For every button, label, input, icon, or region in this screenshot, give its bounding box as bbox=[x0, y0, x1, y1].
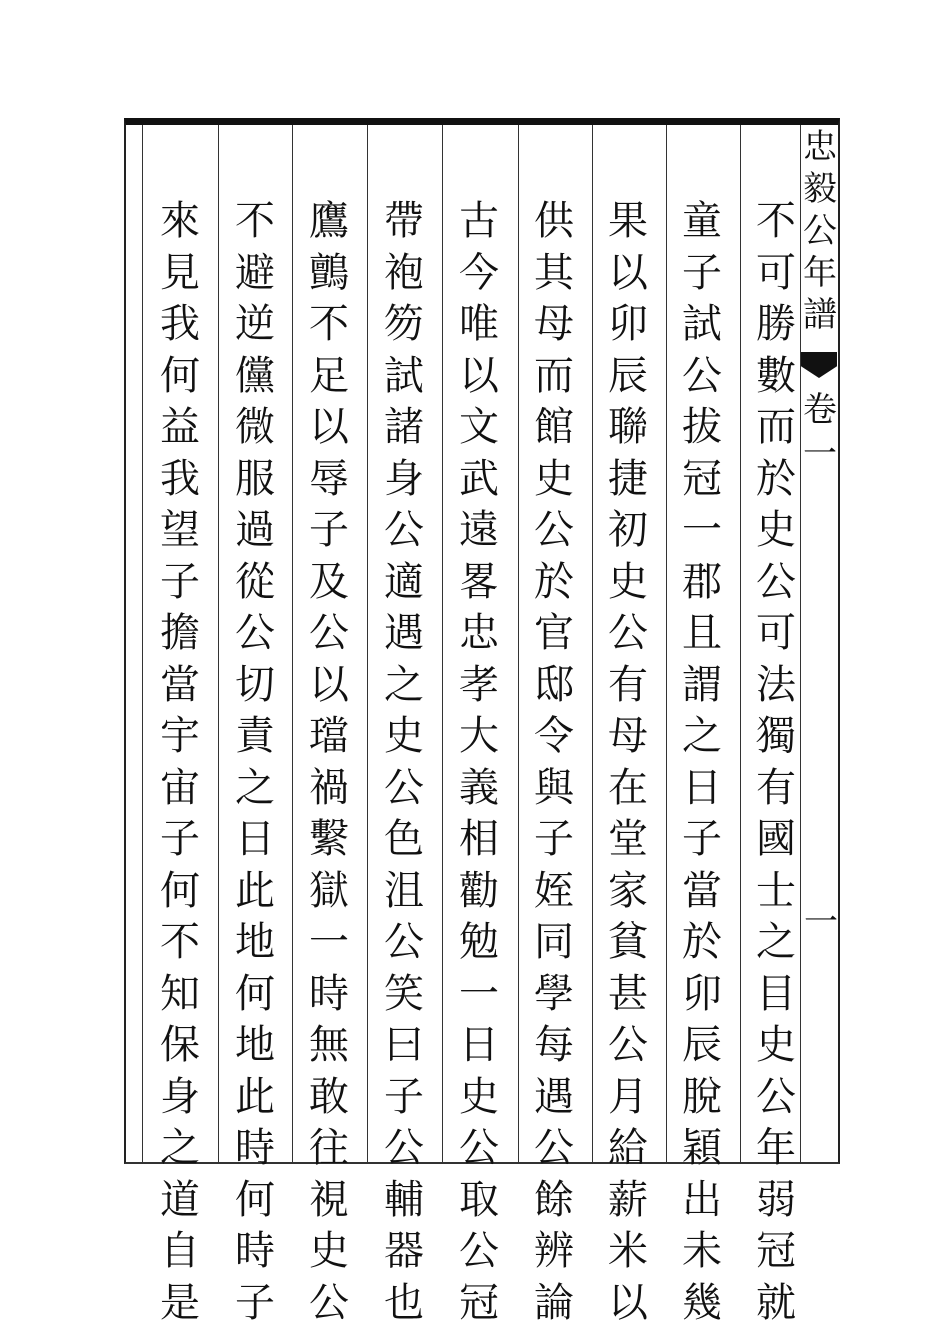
glyph: 冠 bbox=[756, 1228, 796, 1274]
glyph: 保 bbox=[160, 1022, 200, 1068]
glyph: 過 bbox=[235, 507, 275, 553]
glyph: 器 bbox=[384, 1228, 424, 1274]
glyph: 士 bbox=[756, 867, 796, 914]
glyph: 可 bbox=[756, 249, 796, 296]
glyph: 公 bbox=[608, 610, 648, 656]
glyph: 堂 bbox=[608, 816, 648, 862]
glyph: 餘 bbox=[534, 1176, 574, 1223]
glyph: 也 bbox=[384, 1279, 424, 1326]
glyph: 子 bbox=[235, 1279, 275, 1326]
column-rule bbox=[367, 125, 368, 1162]
glyph: 見 bbox=[160, 249, 200, 296]
glyph: 學 bbox=[534, 970, 574, 1017]
glyph: 及 bbox=[309, 558, 349, 605]
glyph: 辰 bbox=[608, 352, 648, 399]
glyph: 敢 bbox=[309, 1073, 349, 1120]
glyph: 袍 bbox=[384, 249, 424, 296]
glyph: 孝 bbox=[459, 661, 499, 708]
glyph: 公 bbox=[309, 610, 349, 656]
column-rule bbox=[218, 125, 219, 1162]
glyph: 之 bbox=[756, 919, 796, 965]
glyph: 道 bbox=[160, 1176, 200, 1223]
glyph: 子 bbox=[160, 816, 200, 862]
glyph: 武 bbox=[459, 455, 499, 502]
glyph: 古 bbox=[459, 198, 499, 244]
glyph: 公 bbox=[756, 558, 796, 605]
glyph: 避 bbox=[235, 249, 275, 296]
glyph: 足 bbox=[309, 352, 349, 399]
glyph: 諸 bbox=[384, 404, 424, 450]
glyph: 於 bbox=[534, 558, 574, 605]
glyph: 獨 bbox=[756, 713, 796, 759]
glyph: 遠 bbox=[459, 507, 499, 553]
glyph: 一 bbox=[682, 507, 722, 553]
glyph: 而 bbox=[756, 404, 796, 450]
glyph: 數 bbox=[756, 352, 796, 399]
glyph: 以 bbox=[459, 352, 499, 399]
glyph: 公 bbox=[534, 507, 574, 553]
glyph: 脫 bbox=[682, 1073, 722, 1120]
glyph: 笏 bbox=[384, 301, 424, 347]
glyph: 甚 bbox=[608, 970, 648, 1017]
glyph: 卯 bbox=[608, 301, 648, 347]
glyph: 勸 bbox=[459, 867, 499, 914]
column-rule bbox=[666, 125, 667, 1162]
glyph: 法 bbox=[756, 661, 796, 708]
glyph: 每 bbox=[534, 1022, 574, 1068]
glyph: 館 bbox=[534, 404, 574, 450]
margin-juan bbox=[800, 388, 840, 476]
glyph: 鸇 bbox=[309, 249, 349, 296]
glyph: 獄 bbox=[309, 867, 349, 914]
glyph: 聯 bbox=[608, 404, 648, 450]
glyph: 之 bbox=[384, 661, 424, 708]
glyph: 宇 bbox=[160, 713, 200, 759]
glyph: 初 bbox=[608, 507, 648, 553]
glyph: 此 bbox=[235, 867, 275, 914]
glyph: 史 bbox=[608, 558, 648, 605]
glyph: 論 bbox=[534, 1279, 574, 1326]
glyph: 子 bbox=[682, 249, 722, 296]
glyph: 出 bbox=[682, 1176, 722, 1223]
glyph: 輔 bbox=[384, 1176, 424, 1223]
glyph: 日 bbox=[682, 764, 722, 811]
glyph: 身 bbox=[384, 455, 424, 502]
glyph: 給 bbox=[608, 1125, 648, 1171]
glyph: 公 bbox=[384, 507, 424, 553]
glyph: 史 bbox=[534, 455, 574, 502]
glyph: 來 bbox=[160, 198, 200, 244]
glyph: 公 bbox=[384, 1125, 424, 1171]
glyph: 年 bbox=[803, 253, 837, 293]
glyph: 往 bbox=[309, 1125, 349, 1171]
glyph: 從 bbox=[235, 558, 275, 605]
glyph: 與 bbox=[534, 764, 574, 811]
glyph: 年 bbox=[756, 1125, 796, 1171]
glyph: 月 bbox=[608, 1073, 648, 1120]
text-column-6 bbox=[376, 196, 432, 1329]
glyph: 母 bbox=[608, 713, 648, 759]
glyph: 拔 bbox=[682, 404, 722, 450]
glyph: 官 bbox=[534, 610, 574, 656]
glyph: 米 bbox=[608, 1228, 648, 1274]
glyph: 日 bbox=[235, 816, 275, 862]
glyph: 薪 bbox=[608, 1176, 648, 1223]
glyph: 之 bbox=[682, 713, 722, 759]
glyph: 史 bbox=[309, 1228, 349, 1274]
text-column-7 bbox=[301, 196, 357, 1329]
glyph: 公 bbox=[384, 764, 424, 811]
glyph: 唯 bbox=[459, 301, 499, 347]
glyph: 公 bbox=[682, 352, 722, 399]
glyph: 邸 bbox=[534, 661, 574, 708]
text-column-2 bbox=[674, 196, 730, 1329]
glyph: 是 bbox=[160, 1279, 200, 1326]
glyph: 無 bbox=[309, 1022, 349, 1068]
glyph: 儻 bbox=[235, 352, 275, 399]
glyph: 微 bbox=[235, 404, 275, 450]
glyph: 何 bbox=[160, 867, 200, 914]
glyph: 幾 bbox=[682, 1279, 722, 1326]
glyph: 何 bbox=[160, 352, 200, 399]
glyph: 今 bbox=[459, 249, 499, 296]
glyph: 以 bbox=[309, 404, 349, 450]
glyph: 令 bbox=[534, 713, 574, 759]
glyph: 公 bbox=[756, 1073, 796, 1120]
glyph: 辨 bbox=[534, 1228, 574, 1274]
text-column-8 bbox=[227, 196, 283, 1329]
glyph: 文 bbox=[459, 404, 499, 450]
glyph: 穎 bbox=[682, 1125, 722, 1171]
glyph: 身 bbox=[160, 1073, 200, 1120]
glyph: 一 bbox=[309, 919, 349, 965]
glyph: 史 bbox=[756, 507, 796, 553]
glyph: 取 bbox=[459, 1176, 499, 1223]
glyph: 帶 bbox=[384, 198, 424, 244]
text-column-3 bbox=[600, 196, 656, 1329]
glyph: 遇 bbox=[384, 610, 424, 656]
glyph: 益 bbox=[160, 404, 200, 450]
glyph: 家 bbox=[608, 867, 648, 914]
glyph: 我 bbox=[160, 455, 200, 502]
glyph: 自 bbox=[160, 1228, 200, 1274]
glyph: 子 bbox=[534, 816, 574, 862]
glyph: 一 bbox=[803, 434, 837, 474]
glyph: 有 bbox=[756, 764, 796, 811]
glyph: 姪 bbox=[534, 867, 574, 914]
glyph: 冠 bbox=[682, 455, 722, 502]
glyph: 其 bbox=[534, 249, 574, 296]
glyph: 遇 bbox=[534, 1073, 574, 1120]
glyph: 義 bbox=[459, 764, 499, 811]
glyph: 地 bbox=[235, 919, 275, 965]
glyph: 試 bbox=[384, 352, 424, 399]
glyph: 宙 bbox=[160, 764, 200, 811]
glyph: 目 bbox=[756, 970, 796, 1017]
glyph: 史 bbox=[459, 1073, 499, 1120]
glyph: 公 bbox=[608, 1022, 648, 1068]
glyph: 璫 bbox=[309, 713, 349, 759]
glyph: 相 bbox=[459, 816, 499, 862]
glyph: 以 bbox=[309, 661, 349, 708]
glyph: 沮 bbox=[384, 867, 424, 914]
glyph: 貧 bbox=[608, 919, 648, 965]
glyph: 同 bbox=[534, 919, 574, 965]
glyph: 適 bbox=[384, 558, 424, 605]
column-rule bbox=[292, 125, 293, 1162]
glyph: 供 bbox=[534, 198, 574, 244]
glyph: 不 bbox=[309, 301, 349, 347]
glyph: 公 bbox=[534, 1125, 574, 1171]
glyph: 謂 bbox=[682, 661, 722, 708]
glyph: 不 bbox=[235, 198, 275, 244]
glyph: 時 bbox=[235, 1228, 275, 1274]
column-rule bbox=[518, 125, 519, 1162]
glyph: 試 bbox=[682, 301, 722, 347]
glyph: 史 bbox=[756, 1022, 796, 1068]
glyph: 忠 bbox=[459, 610, 499, 656]
glyph: 國 bbox=[756, 816, 796, 862]
glyph: 大 bbox=[459, 713, 499, 759]
glyph: 時 bbox=[309, 970, 349, 1017]
glyph: 史 bbox=[384, 713, 424, 759]
glyph: 當 bbox=[682, 867, 722, 914]
glyph: 公 bbox=[459, 1228, 499, 1274]
glyph: 色 bbox=[384, 816, 424, 862]
glyph: 而 bbox=[534, 352, 574, 399]
glyph: 郡 bbox=[682, 558, 722, 605]
glyph: 於 bbox=[682, 919, 722, 965]
column-rule bbox=[740, 125, 741, 1162]
glyph: 逆 bbox=[235, 301, 275, 347]
glyph: 不 bbox=[756, 198, 796, 244]
glyph: 勉 bbox=[459, 919, 499, 965]
glyph: 公 bbox=[459, 1125, 499, 1171]
glyph: 視 bbox=[309, 1176, 349, 1223]
glyph: 在 bbox=[608, 764, 648, 811]
glyph: 之 bbox=[160, 1125, 200, 1171]
glyph: 子 bbox=[384, 1073, 424, 1120]
glyph: 切 bbox=[235, 661, 275, 708]
glyph: 此 bbox=[235, 1073, 275, 1120]
glyph: 子 bbox=[309, 507, 349, 553]
glyph: 服 bbox=[235, 455, 275, 502]
text-column-4 bbox=[526, 196, 582, 1329]
glyph: 公 bbox=[235, 610, 275, 656]
glyph: 勝 bbox=[756, 301, 796, 347]
glyph: 公 bbox=[803, 211, 837, 251]
glyph: 擔 bbox=[160, 610, 200, 656]
glyph: 忠 bbox=[803, 127, 837, 167]
glyph: 譜 bbox=[803, 295, 837, 335]
glyph: 知 bbox=[160, 970, 200, 1017]
text-column-5 bbox=[451, 196, 507, 1329]
glyph: 且 bbox=[682, 610, 722, 656]
glyph: 之 bbox=[235, 764, 275, 811]
glyph: 果 bbox=[608, 198, 648, 244]
glyph: 辰 bbox=[682, 1022, 722, 1068]
glyph: 毅 bbox=[803, 169, 837, 209]
glyph: 畧 bbox=[459, 558, 499, 605]
glyph: 時 bbox=[235, 1125, 275, 1171]
glyph: 以 bbox=[608, 249, 648, 296]
glyph: 捷 bbox=[608, 455, 648, 502]
glyph: 繫 bbox=[309, 816, 349, 862]
glyph: 以 bbox=[608, 1279, 648, 1326]
glyph: 地 bbox=[235, 1022, 275, 1068]
glyph: 冠 bbox=[459, 1279, 499, 1326]
column-rule bbox=[142, 125, 143, 1162]
glyph: 何 bbox=[235, 1176, 275, 1223]
glyph: 鷹 bbox=[309, 198, 349, 244]
glyph: 子 bbox=[160, 558, 200, 605]
glyph: 不 bbox=[160, 919, 200, 965]
column-rule bbox=[442, 125, 443, 1162]
glyph: 望 bbox=[160, 507, 200, 553]
glyph: 弱 bbox=[756, 1176, 796, 1223]
glyph: 有 bbox=[608, 661, 648, 708]
glyph: 笑 bbox=[384, 970, 424, 1017]
text-column-9 bbox=[152, 196, 208, 1329]
glyph: 子 bbox=[682, 816, 722, 862]
folio-number: 一 bbox=[804, 902, 838, 942]
text-column-1 bbox=[748, 196, 804, 1329]
glyph: 一 bbox=[459, 970, 499, 1017]
glyph: 當 bbox=[160, 661, 200, 708]
glyph: 於 bbox=[756, 455, 796, 502]
glyph: 禍 bbox=[309, 764, 349, 811]
glyph: 就 bbox=[756, 1279, 796, 1326]
glyph: 日 bbox=[459, 1022, 499, 1068]
glyph: 童 bbox=[682, 198, 722, 244]
glyph: 何 bbox=[235, 970, 275, 1017]
glyph: 公 bbox=[384, 919, 424, 965]
glyph: 未 bbox=[682, 1228, 722, 1274]
glyph: 卷 bbox=[803, 390, 837, 430]
glyph: 責 bbox=[235, 713, 275, 759]
glyph: 母 bbox=[534, 301, 574, 347]
glyph: 可 bbox=[756, 610, 796, 656]
glyph: 卯 bbox=[682, 970, 722, 1017]
glyph: 曰 bbox=[384, 1022, 424, 1068]
glyph: 辱 bbox=[309, 455, 349, 502]
column-rule bbox=[592, 125, 593, 1162]
glyph: 公 bbox=[309, 1279, 349, 1326]
glyph: 我 bbox=[160, 301, 200, 347]
